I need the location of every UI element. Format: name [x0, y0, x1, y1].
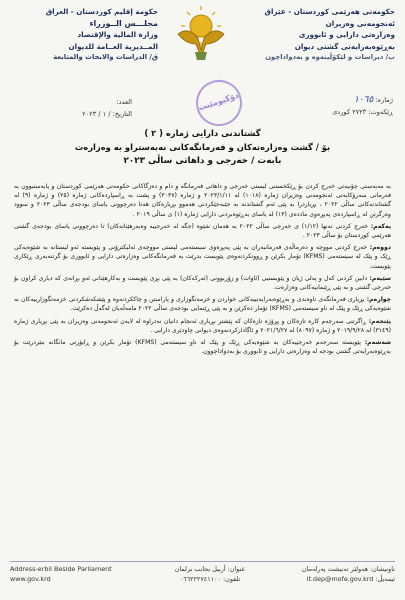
office-stamp — [190, 74, 248, 132]
paragraph-6-text: پێویستە سەرجەم خەرجییەکان بە شێوەیەکی ڕێک و پێک لە ناو سیستەمی (KFMS) تۆمار بکرێن و ڕاپۆرتی مانگانە بنێردرێت بۆ بەڕێوەبەرایەتی گشتی بودجە لە وەزارەتی دارایی و ئابووری بۆ بەدواداچوون. — [14, 339, 391, 356]
ref-number-value: ١٠٦٥ — [353, 95, 374, 105]
header-right-line2: ئەنجومەنی وەزیران — [325, 18, 395, 28]
footer-email-link[interactable]: ئیمەیڵ: it.dep@mofe.gov.krd — [306, 575, 395, 583]
letter-footer — [10, 564, 395, 596]
ref-date-value: ٢٧٢٣ كوردى — [332, 108, 367, 116]
ref-date-value-ar: / ١ / ٢٠٢٣ — [82, 110, 111, 118]
footer-address-ar: عنوان: أربيل بجانب برلمان — [174, 565, 246, 573]
intro-paragraph: بە مەبەستی چۆنیەتی خەرج کردن بۆ ڕێکخستنی لیستی خەرجی و داهاتی فەرمانگە و دام و دەزگاکانی حکومەتی هەرێمی کوردستان و پابەستبوون بە فەرمانی سەرۆکایەتی ئەنجومەنی وەزیران ژمارە (١٠١٨) لە ٢٠٢٣/١/١١ و ژمارە (٣٠٣٧) و پشت بە ڕاسپاردەکانی ژمارە (٢٥) و ژمارە (٩) لە گشتاندنەکانی ساڵی ٢٠٢٢ ، بڕیاردرا بە پێی ئەم گشتاندنە بە جێبەجێکردنی هەموو بڕیارەکان هەتا دەرچوونی یاسای بودجەی ساڵی ٢٠٢٣ و سوود وەرگرتن لە ڕاسپاردەی پەیڕەوی ماددەی (١٣) لە یاسای بەڕێوەبردنی دارایی ژمارە (١) ی ساڵی ٢٠١٩ . — [14, 183, 392, 218]
paragraph-4-text: بڕیاری فەرمانگەی ناوەندی و بەڕێوەبەرایەتییەکانی خواردن و خزمەتگوزاری و پاراستن و چاککردنەوە و پێشکەشکردنی خزمەتگوزارییەکان بە شێوەیەکی ڕێک و پێک لە ناو سیستەمی (KFMS) تۆمار دەکرێن و بە پێی ڕێنمایی بودجەی ساڵی ٢٠٢٢ مامەڵەیان لەگەڵ دەکرێت. — [14, 296, 391, 313]
letter-title — [20, 126, 385, 169]
paragraph-5 — [14, 317, 391, 335]
paragraph-2-text: خەرج کردنی مووچە و دەرماڵەی فەرمانبەران بە پێی پەیڕەوی سیستەمی لیستی مووچەی ئەلیکترۆنی و پێویستە ئەو لیستانە بە شێوەیەکی ڕێک و پێک لە سیستەمی (KFMS) تۆمار بکرێن و ڕوونکردنەوەی پێویست بدرێت بە فەرمانگەکانی وەزارەتی دارایی و ئابووری بۆ گرتنەبەری ڕێکاری پێویست. — [14, 244, 391, 270]
footer-address-ku: ناونیشان: هەولێر تەنیشت پەرلەمان — [301, 565, 395, 573]
header-left-line1: حكومة إقليم كوردستان - العراق — [45, 7, 158, 16]
paragraph-5-label: پێنجەم: — [368, 317, 392, 325]
paragraph-2 — [14, 243, 391, 271]
circular-title: گشتاندنی دارایی ژمارە ( ٢ ) — [144, 128, 261, 138]
footer-address-en: Address-erbil Beside Parliament — [10, 565, 112, 573]
paragraph-3-label: سێیەم: — [369, 274, 392, 282]
header-right-line4: بەڕێوەبەرایەتی گشتی دیوان — [294, 41, 395, 51]
ref-number-label-ar: العدد: — [116, 98, 132, 106]
paragraph-4 — [14, 295, 391, 313]
paragraph-1 — [14, 222, 391, 240]
ref-number-row — [233, 94, 393, 106]
letter-body — [14, 182, 391, 359]
footer-divider — [10, 561, 395, 562]
ref-date-label: ڕێکەوت: — [368, 108, 393, 116]
footer-kurdish — [275, 564, 395, 584]
footer-website-link[interactable]: www.gov.krd — [10, 575, 51, 583]
ref-number-label: ژمارە: — [375, 96, 393, 104]
header-left-line4: المــديرية العــامة للديوان — [68, 41, 158, 51]
header-right-line5: ب/ دیراسات و لێکۆڵینەوە و بەدواداچون — [265, 53, 395, 61]
reference-block-kurdish — [233, 94, 393, 118]
paragraph-2-label: دووەم: — [369, 244, 391, 252]
stamp-text: دۆكيومێنت — [197, 90, 240, 113]
header-left-line5: ق/ الدراسات والابحاث والمتابعة — [53, 53, 158, 61]
paragraph-3 — [14, 274, 391, 292]
kurdistan-emblem-icon — [172, 4, 230, 64]
ref-date-label-ar: التاريخ: — [112, 110, 132, 118]
recipients-line: بۆ / گشت وەزارەتەکان و فەرمانگەکانی نەبەستراو بە وەزارەت — [74, 142, 331, 152]
subject-line: بابەت / خەرجی و داهاتی ساڵی ٢٠٢٣ — [123, 156, 282, 166]
header-left-arabic — [8, 6, 158, 64]
paragraph-4-label: چوارەم: — [366, 296, 391, 304]
paragraph-6 — [14, 338, 391, 356]
header-right-kurdish — [245, 6, 395, 64]
paragraph-6-label: شەشەم: — [364, 339, 392, 347]
header-right-line3: وەزارەتی دارایی و ئابووری — [298, 30, 395, 39]
footer-arabic — [150, 564, 270, 584]
paragraph-1-text: خەرج کردنی تەنها (١/١٢) ی خەرجی ساڵی ٢٠٢٢ بە هەمان شێوە (جگە لە خەرجییە وەبەرهێنانەکان) تا دەرچوونی یاسای بودجەی گشتی هەرێمی کوردستان بۆ ساڵی ٢٠٢٣ . — [14, 222, 391, 240]
ref-date-row — [233, 106, 393, 118]
reference-block-arabic — [12, 96, 132, 120]
paragraph-1-label: یەکەم: — [370, 222, 391, 230]
paragraph-5-text: ڕاگرتنی سەرجەم کارە تازەکان و پڕۆژە تازەکان کە پێشتر بڕیاری ئەنجام دانیان نەدراوە لە لایەن ئەنجومەنی وەزیران بە پێی بڕیاری ژمارە (٣١٤٩) لە ٢٠١٩/٩/٢٨ و ژمارە (٨٠٩٧) لە ٢٠٢١/٦/٢٧ و ئاگادارکردنەوەی دیوانی چاودێری دارایی . — [14, 317, 391, 334]
ref-date-row-ar — [12, 108, 132, 120]
paragraph-3-text: دابین کردنی کەل و پەلی ژیان و پێویستیی (ئاوات) و زۆربوونی (ئەرکەکان) بە پێی بڕی پێویست و بەکارهێنانی ئەو بڕانەی کە دیاری کراون بۆ خەرجی گشتی و بە پێی ڕێنماییەکانی وەزارەت. — [14, 274, 391, 292]
footer-phone-ar: تلفون: ٠٦٦٢٢٢٧٤١١٠٠ — [179, 575, 241, 583]
header-left-line2: مجلـــس الــوزراء — [89, 18, 158, 28]
footer-english — [10, 564, 140, 584]
header-right-line1: حكومەتی هەرێمی کوردستان - عێراق — [264, 7, 395, 16]
header-left-line3: وزارة المالية والإقتصاد — [77, 30, 158, 39]
